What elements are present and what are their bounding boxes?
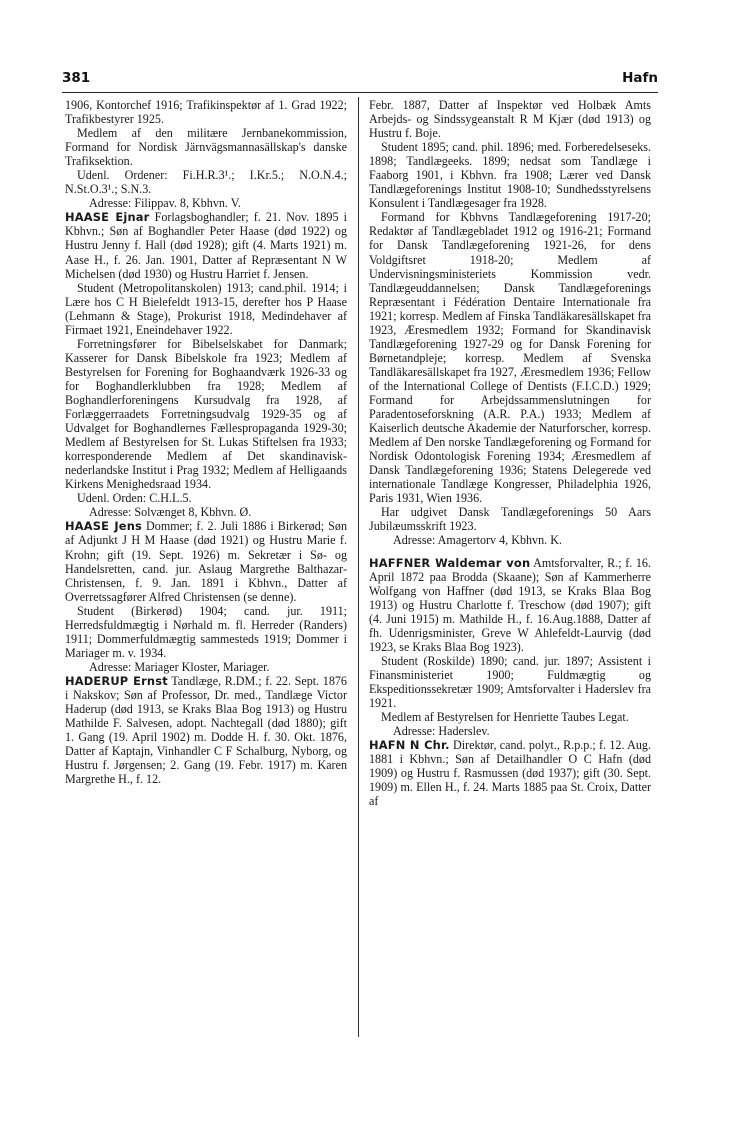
entry-name: HAFFNER Waldemar von (369, 555, 531, 570)
entry-name: HADERUP Ernst (65, 673, 168, 688)
address-line: Adresse: Amagertorv 4, Kbhvn. K. (393, 533, 562, 548)
address-line: Adresse: Filippav. 8, Kbhvn. V. (89, 196, 241, 211)
running-head: Hafn (622, 70, 658, 86)
entry-paragraph: Forretningsfører for Bibelselskabet for Danmark; Kasserer for Dansk Bibelskole fra 1923; Medlem af Bestyrelsen for Forening for Boghaandværk 1926-33 og for Boghandlerklubben fra 1928; Medlem af Boghandlerforeningens Kursudvalg fra 1928, af Forlæggerraadets Forretningsudvalg 1929-35 og af Udvalget for Boghandlernes Fællespropaganda 1929-30; Medlem af Bestyrelsen for St. Lukas Stiftelsen fra 1933; korresponderende Medlem af Det skandinavisk-nederlandske Institut i Prag 1932; Medlem af Helligaands Kirkens Menighedsraad 1934. (65, 336, 347, 492)
entry-paragraph: Udenl. Ordener: Fi.H.R.3¹.; I.Kr.5.; N.O.N.4.; N.St.O.3¹.; S.N.3. (65, 168, 347, 197)
entry-paragraph: Har udgivet Dansk Tandlægeforenings 50 Aars Jubilæumsskrift 1923. (369, 505, 651, 534)
entry-text: Direktør, cand. polyt., R.p.p.; f. 12. Aug. 1881 i Kbhvn.; Søn af Detailhandler O C Hafn (død 1909) og Hustru f. Rasmussen (død 1937); gift (30. Sept. 1909) m. Ellen H., f. 24. Marts 1885 paa St. Croix, Datter af (369, 738, 651, 809)
biography-entry (369, 556, 651, 654)
left-column (65, 98, 347, 786)
entry-text: Dommer; f. 2. Juli 1886 i Birkerød; Søn af Adjunkt J H M Haase (død 1921) og Hustru Marie f. Krohn; gift (19. Sept. 1926) m. Sekretær i Sø- og Handelsretten, cand. jur. Aslaug Margrethe Balthazar-Christensen, f. 9. Jan. 1891 i Kbhvn., Datter af Overretssagfører Alfred Christensen (se denne). (65, 519, 348, 604)
entry-paragraph: Formand for Kbhvns Tandlægeforening 1917-20; Redaktør af Tandlægebladet 1912 og 1916-21; Formand for Dansk Tandlægeforening 1921-26, for dens Voldgiftsret 1918-20; Medlem af Undervisningsministeriets Kommission vedr. Tandlægeuddannelsen; Dansk Tandlægeforenings Repræsentant i Fédération Dentaire Internationale fra 1921; korresp. Medlem af Finska Tandläkaresällskapet fra 1923, Æresmedlem 1932; Formand for Skandinavisk Tandlægeforening 1927-29 og for Dansk Forening for Børnetandpleje; korresp. Medlem af Svenska Tandläkaresällskapet fra 1927, Æresmedlem 1936; Fellow of the International College of Dentists (F.I.C.D.) 1929; Formand for Arbejdssammenslutningen for Paradentoseforskning (A.R. P.A.) 1933; Medlem af Kaiserlich deutsche Akademie der Naturforscher, korresp. Medlem af Den norske Tandlægeforening og Formand for Nordisk Odontologisk Forening 1934; Æresmedlem af Dansk Tandlægeforening 1936; Statens Delegerede ved internationale Tandlæge Kongresser, Philadelphia 1926, Paris 1931, Wien 1936. (369, 210, 651, 506)
entry-paragraph: Student (Metropolitanskolen) 1913; cand.phil. 1914; i Lære hos C H Bielefeldt 1913-15, derefter hos P Haase (Lehmann & Stage), Prokurist 1918, Medindehaver af Firmaet 1921, Eneindehaver 1922. (65, 280, 347, 337)
biography-entry (65, 210, 347, 280)
entry-text: Amtsforvalter, R.; f. 16. April 1872 paa Brodda (Skaane); Søn af Kammerherre Wolfgang von Haffner (død 1913, se Kraks Blaa Bog 1913) og Hustru Charlotte f. Treschow (død 1907); gift (4. Juni 1915) m. Mathilde H., f. 16.Aug.1888, Datter af fh. Udenrigsminister, Greve W Ahlefeldt-Laurvig (død 1923, se Kraks Blaa Bog 1923). (369, 555, 651, 654)
entry-name: HAFN N Chr. (369, 738, 450, 753)
entry-paragraph: Student (Roskilde) 1890; cand. jur. 1897; Assistent i Finansministeriet 1900; Fuldmægtig og Ekspeditionssekretær 1909; Amtsforvalter i Haderslev fra 1921. (369, 653, 651, 710)
page-number: 381 (62, 70, 91, 86)
address-line: Adresse: Haderslev. (393, 724, 490, 739)
entry-paragraph: Udenl. Orden: C.H.L.5. (77, 491, 192, 506)
entry-name: HAASE Jens (65, 519, 142, 534)
entry-paragraph: 1906, Kontorchef 1916; Trafikinspektør af 1. Grad 1922; Trafikbestyrer 1925. (65, 98, 347, 127)
entry-paragraph: Student (Birkerød) 1904; cand. jur. 1911; Herredsfuldmægtig i Nørhald m. fl. Herreder (Randers) 1911; Dommerfuldmægtig sammesteds 1919; Dommer i Mariager m. v. 1934. (65, 603, 347, 660)
page-header (62, 70, 658, 88)
right-column (369, 98, 651, 808)
address-line: Adresse: Mariager Kloster, Mariager. (89, 659, 270, 674)
biography-entry (369, 738, 651, 808)
entry-paragraph: Febr. 1887, Datter af Inspektør ved Holbæk Amts Arbejds- og Sindssygeanstalt R M Kjær (død 1913) og Hustru f. Boje. (369, 98, 651, 141)
entry-name: HAASE Ejnar (65, 210, 150, 225)
entry-paragraph: Medlem af Bestyrelsen for Henriette Taubes Legat. (381, 710, 629, 725)
entry-text: Forlagsboghandler; f. 21. Nov. 1895 i Kbhvn.; Søn af Boghandler Peter Haase (død 1922) og Hustru Jenny f. Hall (død 1928); gift (4. Marts 1921) m. Aase H., f. 26. Jan. 1901, Datter af Repræsentant N W Michelsen (død 1930) og Hustru Harriet f. Jensen. (65, 210, 347, 281)
biography-entry (65, 674, 347, 786)
entry-paragraph: Student 1895; cand. phil. 1896; med. Forberedelseseks. 1898; Tandlægeeks. 1899; nedsat som Tandlæge i Faaborg 1901, i Kbhvn. fra 1908; Lærer ved Dansk Tandlægeforenings Institut 1908-10; Sundhedsstyrelsens Konsulent i Tandlægesager fra 1928. (369, 140, 651, 211)
header-rule (62, 92, 658, 93)
biography-entry (65, 519, 347, 603)
entry-paragraph: Medlem af den militære Jernbanekommission, Formand for Nordisk Järnvägsmannasällskap's danske Trafiksektion. (65, 126, 347, 169)
address-line: Adresse: Solvænget 8, Kbhvn. Ø. (89, 505, 252, 520)
entry-text: Tandlæge, R.DM.; f. 22. Sept. 1876 i Nakskov; Søn af Professor, Dr. med., Tandlæge Victor Haderup (død 1913, se Kraks Blaa Bog 1913) og Hustru Mathilde F. Salvesen, adopt. Nachtegall (død 1880); gift 1. Gang (19. April 1902) m. Dodde H. f. 30. Okt. 1876, Datter af Kaptajn, Vinhandler C F Schalburg, Nyborg, og Hustru f. Jørgensen; 2. Gang (19. Febr. 1917) m. Karen Margrethe H., f. 12. (65, 673, 347, 787)
column-divider (358, 97, 359, 1037)
